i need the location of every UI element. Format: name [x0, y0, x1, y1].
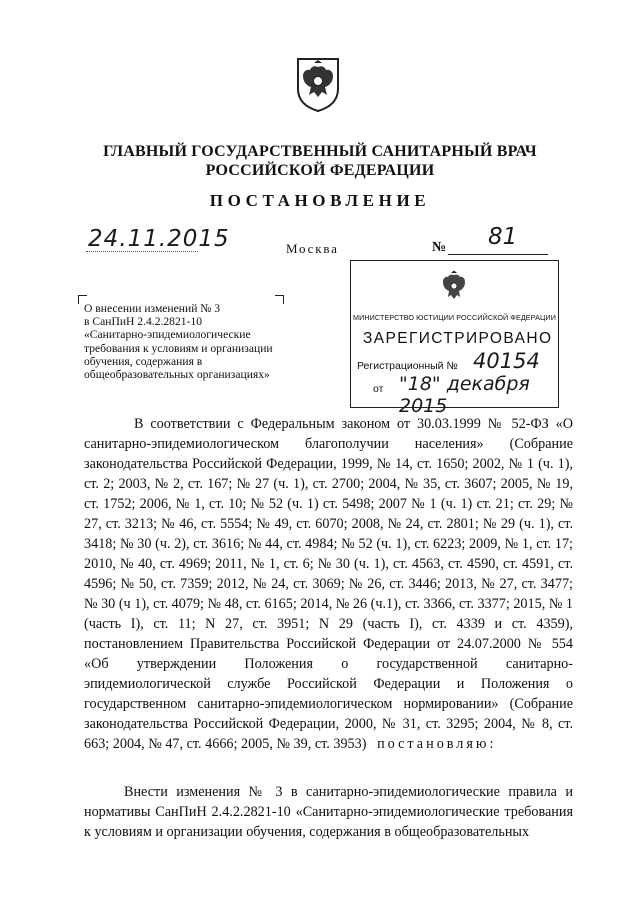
stamp-emblem-icon: [438, 269, 470, 307]
issuer-subtitle: РОССИЙСКОЙ ФЕДЕРАЦИИ: [205, 162, 435, 179]
stamp-registered: ЗАРЕГИСТРИРОВАНО: [363, 330, 553, 347]
preamble-paragraph: [84, 414, 573, 754]
registration-stamp: [350, 260, 559, 417]
document-subject: [84, 302, 294, 381]
document-city: Москва: [286, 241, 339, 256]
number-label: №: [432, 240, 447, 255]
document-type: ПОСТАНОВЛЕНИЕ: [209, 191, 431, 210]
subject-line: «Санитарно-эпидемиологические: [84, 328, 251, 342]
document-number: 81: [488, 224, 518, 250]
issuer-title: ГЛАВНЫЙ ГОСУДАРСТВЕННЫЙ САНИТАРНЫЙ ВРАЧ: [103, 143, 537, 160]
subject-line: в СанПиН 2.4.2.2821-10: [84, 315, 203, 329]
state-emblem: [294, 55, 342, 113]
stamp-date-label: от: [373, 383, 384, 395]
stamp-ministry: МИНИСТЕРСТВО ЮСТИЦИИ РОССИЙСКОЙ ФЕДЕРАЦИИ: [353, 313, 556, 322]
resolve-word: постановляю:: [377, 736, 497, 752]
number-underline: [448, 254, 548, 255]
operative-paragraph: Внести изменения № 3 в санитарно-эпидемиологические правила и нормативы СанПиН 2.4.2.2821-10 «Санитарно-эпидемиологические требования к условиям и организации обучения, содержания в общеобразовательных: [84, 784, 573, 840]
preamble-text: В соответствии с Федеральным законом от 30.03.1999 № 52-ФЗ «О санитарно-эпидемиологическом благополучии населения» (Собрание законодательства Российской Федерации, 1999, № 14, ст. 1650; 2002, № 1 (ч. 1), ст. 2; 2003, № 2, ст. 167; № 27 (ч. 1), ст. 2700; 2004, № 35, ст. 3607; 2005, № 19, ст. 1752; 2006, № 1, ст. 10; № 52 (ч. 1) ст. 5498; 2007 № 1 (ч. 1) ст. 21; ст. 29; № 27, ст. 3213; № 46, ст. 5554; № 49, ст. 6070; 2008, № 24, ст. 2801; № 29 (ч. 1), ст. 3418; № 30 (ч. 2), ст. 3616; № 44, ст. 4984; № 52 (ч. 1), ст. 6223; 2009, № 1, ст. 17; 2010, № 40, ст. 4969; 2011, № 1, ст. 6; № 30 (ч. 1), ст. 4563, ст. 4590, ст. 4591, ст. 4596; № 50, ст. 7359; 2012, № 24, ст. 3069; № 26, ст. 3446; 2013, № 27, ст. 3477; № 30 (ч 1), ст. 4079; № 48, ст. 6165; 2014, № 26 (ч.1), ст. 3366, ст. 3377; 2015, № 1 (часть I), ст. 11; N 27, ст. 3951; N 29 (часть I), ст. 4339 и ст. 4359), постановлением Правительства Российской Федерации от 24.07.2000 № 554 «Об утверждении Положения о государственной санитарно-эпидемиологической службе Российской Федерации и Положения о государственном санитарно-эпидемиологическом нормировании» (Собрание законодательства Российской Федерации, 2000, № 31, ст. 3295; 2004, № 8, ст. 663; 2004, № 47, ст. 4666; 2005, № 39, ст. 3953): [84, 416, 573, 752]
subject-line: общеобразовательных организациях»: [84, 368, 270, 382]
subject-line: требования к условиям и организации: [84, 341, 273, 355]
document-date: 24.11.2015: [88, 226, 230, 252]
subject-line: О внесении изменений № 3: [84, 302, 221, 315]
date-underline: [86, 251, 198, 252]
stamp-date: "18" декабря 2015: [399, 373, 530, 417]
stamp-reg-label: Регистрационный №: [357, 360, 458, 372]
stamp-reg-number: 40154: [473, 349, 540, 373]
subject-line: обучения, содержания в: [84, 354, 203, 368]
